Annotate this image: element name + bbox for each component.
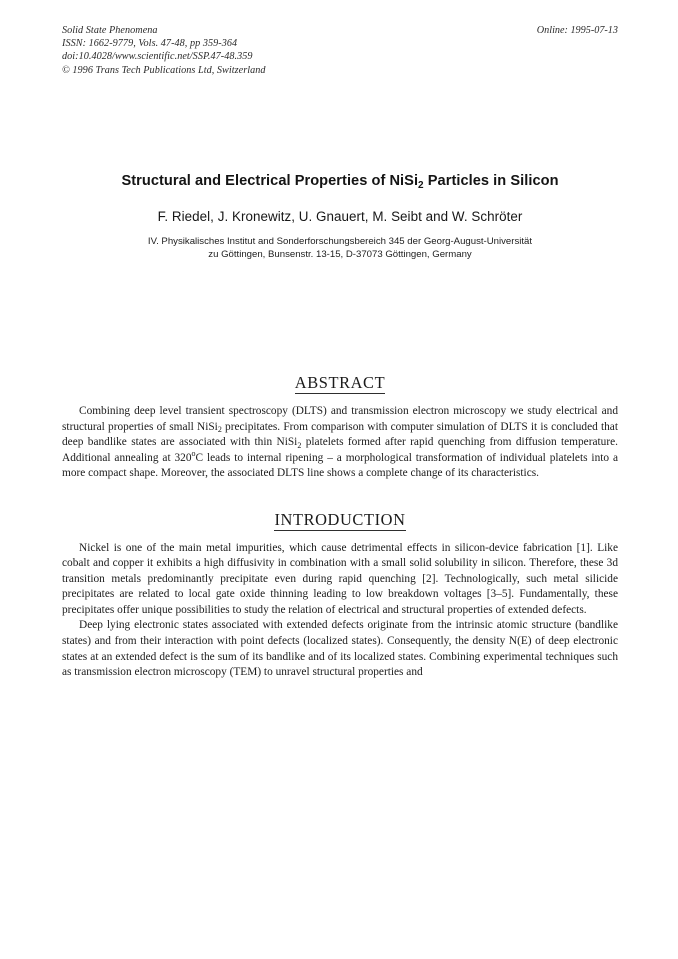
abstract-subscript-2: 2 [297,440,302,450]
abstract-paragraph [62,404,618,482]
body-column [62,372,618,681]
title-text-part1: Structural and Electrical Properties of NiSi [121,173,419,189]
affiliation [62,235,618,262]
introduction-paragraph-2: Deep lying electronic states associated with extended defects originate from the intrinsic atomic structure (bandlike states) and from their interaction with point defects (localized states). Consequently, the density N(E) of deep electronic states at an extended defect is the sum of its bandlike and of its localized states. Combining experimental techniques such as transmission electron microscopy (TEM) to unravel structural properties and [62,619,618,679]
copyright-line: © 1996 Trans Tech Publications Ltd, Switzerland [62,64,266,76]
abstract-heading [62,372,618,393]
abstract-text-4: C leads to internal ripening – a morphological transformation of individual platelets into a more compact shape. Moreover, the associated DLTS line shows a complete change of its characteristics. [62,451,618,480]
journal-metadata [62,24,266,77]
abstract-heading-text: ABSTRACT [294,373,386,392]
introduction-heading [62,509,618,530]
degree-symbol: o [191,448,196,458]
author-list: F. Riedel, J. Kronewitz, U. Gnauert, M. Seibt and W. Schröter [157,209,523,224]
title-text-part2: Particles in Silicon [423,173,559,189]
abstract-text-3: platelets formed after rapid quenching from diffusion temperature. Additional annealing at 320 [62,436,618,464]
issn-line: ISSN: 1662-9779, Vols. 47-48, pp 359-364 [62,38,238,50]
online-date: Online: 1995-07-13 [536,25,618,36]
introduction-heading-text: INTRODUCTION [274,509,406,529]
journal-name: Solid State Phenomena [62,25,158,36]
abstract-text-1: Combining deep level transient spectroscopy (DLTS) and transmission electron microscopy we study electrical and structural properties of small NiSi [62,405,618,433]
abstract-text-2: precipitates. From comparison with computer simulation of DLTS it is concluded that deep bandlike states are associated with thin NiSi [62,420,618,449]
doi-line: doi:10.4028/www.scientific.net/SSP.47-48.359 [62,51,253,63]
publisher-header [62,24,618,77]
abstract-subscript-1: 2 [217,425,222,435]
title-subscript: 2 [418,180,424,191]
title-block [62,172,618,262]
affiliation-line-1: IV. Physikalisches Institut and Sonderforschungsbereich 345 der Georg-August-Universität [147,236,533,247]
affiliation-line-2: zu Göttingen, Bunsenstr. 13-15, D-37073 Göttingen, Germany [208,249,472,261]
introduction-paragraph-1: Nickel is one of the main metal impurities, which cause detrimental effects in silicon-device fabrication [1]. Like cobalt and copper it exhibits a high diffusivity in combination with a small solid solubility in silicon. Therefore, these 3d transition metals predominantly precipitate even during rapid quenching [2]. Technologically, such metal silicide precipitates are related to local gate oxide thinning leading to low breakdown voltages [3–5]. Fundamentally, these precipitates offer unique possibilities to study the relation of electrical and structural properties of extended defects. [62,541,618,616]
section-spacer [62,482,618,509]
page-title [62,172,618,192]
